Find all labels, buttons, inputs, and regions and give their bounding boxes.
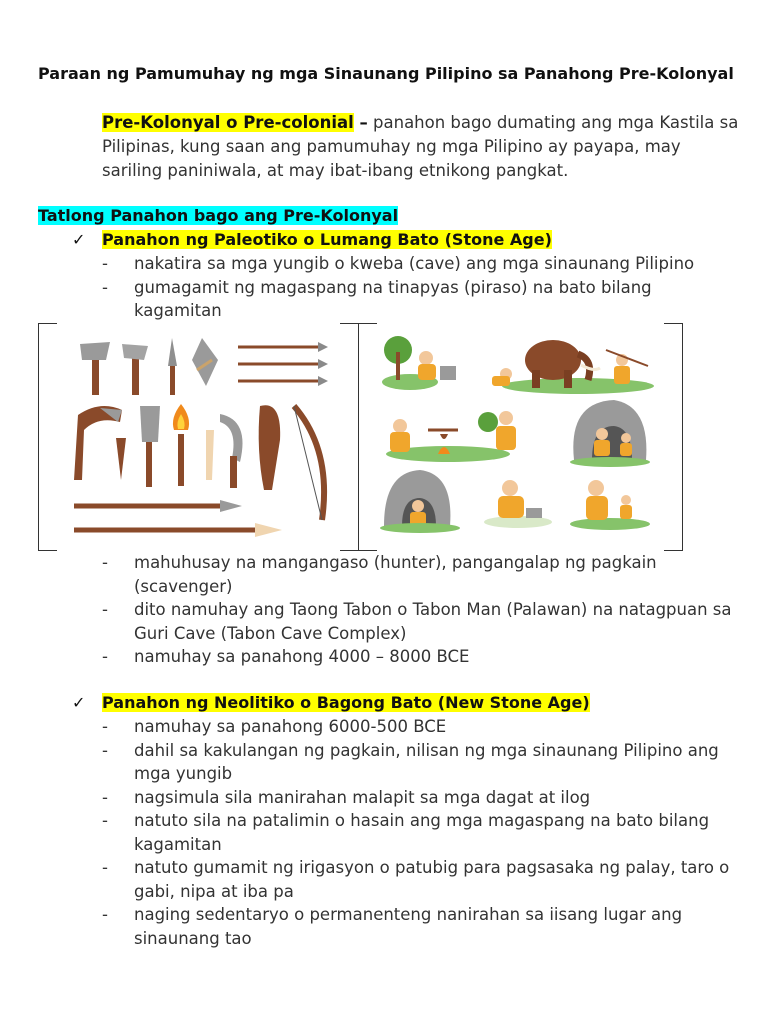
harpoon-icon [74,523,282,537]
club-icon [259,405,281,490]
definition-paragraph [102,111,742,183]
list-item: - natuto gumamit ng irigasyon o patubig para pagsasaka ng palay, taro o gabi, nipa at iba pa [102,856,742,903]
cave-shelter-scene-icon [380,470,460,533]
spearhead-icon [116,438,126,480]
list-item: - natuto sila na patalimin o hasain ang mga magaspang na bato bilang kagamitan [102,809,742,856]
cave-people-illustration [378,330,654,538]
paleolithic-list-top [102,252,742,323]
image-frame-right [664,323,683,551]
bow-icon [294,406,324,520]
stone-tools-illustration [60,330,340,545]
campfire-scene-icon [386,411,516,462]
image-frame-right-start [358,323,377,551]
list-item: - namuhay sa panahong 4000 – 8000 BCE [102,645,742,669]
caveman-tree-scene-icon [382,336,456,390]
paleolithic-list-bottom [102,551,742,669]
page-title: Paraan ng Pamumuhay ng mga Sinaunang Pilipino sa Panahong Pre-Kolonyal [38,64,734,83]
torch-icon [173,404,189,486]
list-item: - namuhay sa panahong 6000-500 BCE [102,715,742,739]
neolithic-heading: ✓ Panahon ng Neolitiko o Bagong Bato (New Stone Age) [72,693,590,712]
list-item: - gumagamit ng magaspang na tinapyas (piraso) na bato bilang kagamitan [102,276,742,323]
spear-icon [74,500,242,512]
cleaver-icon [140,406,160,487]
definition-term: Pre-Kolonyal o Pre-colonial [102,113,354,132]
stone-knife-icon [168,338,177,395]
stone-arrowhead-icon [192,338,218,386]
sickle-icon [220,414,243,488]
parent-child-scene-icon [570,480,650,530]
checkmark-icon: ✓ [72,230,86,249]
list-item: - nagsimula sila manirahan malapit sa mga dagat at ilog [102,786,742,810]
bone-knife-icon [206,430,214,480]
list-item: - dahil sa kakulangan ng pagkain, nilisan ng mga sinaunang Pilipino ang mga yungib [102,739,742,786]
list-item: - mahuhusay na mangangaso (hunter), pangangalap ng pagkain (scavenger) [102,551,742,598]
stone-crafting-scene-icon [484,480,552,528]
image-frame-left [38,323,57,551]
definition-text: panahon bago dumating ang mga Kastila sa Pilipinas, kung saan ang pamumuhay ng mga Pilipino ay payapa, may sariling paniniwala, at may ibat-ibang etnikong pangkat. [102,113,739,180]
checkmark-icon: ✓ [72,693,86,712]
list-item: - naging sedentaryo o permanenteng nanirahan sa iisang lugar ang sinaunang tao [102,903,742,950]
stone-hammer-icon [122,344,148,395]
list-item: - nakatira sa mga yungib o kweba (cave) ang mga sinaunang Pilipino [102,252,742,276]
list-item: - dito namuhay ang Taong Tabon o Tabon Man (Palawan) na natagpuan sa Guri Cave (Tabon Cave Complex) [102,598,742,645]
neolithic-list [102,715,742,950]
section-title: Tatlong Panahon bago ang Pre-Kolonyal [38,206,399,225]
paleolithic-heading: ✓ Panahon ng Paleotiko o Lumang Bato (Stone Age) [72,230,552,249]
boomerang-icon [74,406,122,480]
cave-family-scene-icon [570,400,650,467]
image-frame-left-end [340,323,359,551]
stone-axe-icon [80,342,110,395]
definition-dash: – [353,113,368,132]
arrows-icon [238,342,328,386]
mammoth-hunt-scene-icon [492,340,654,394]
